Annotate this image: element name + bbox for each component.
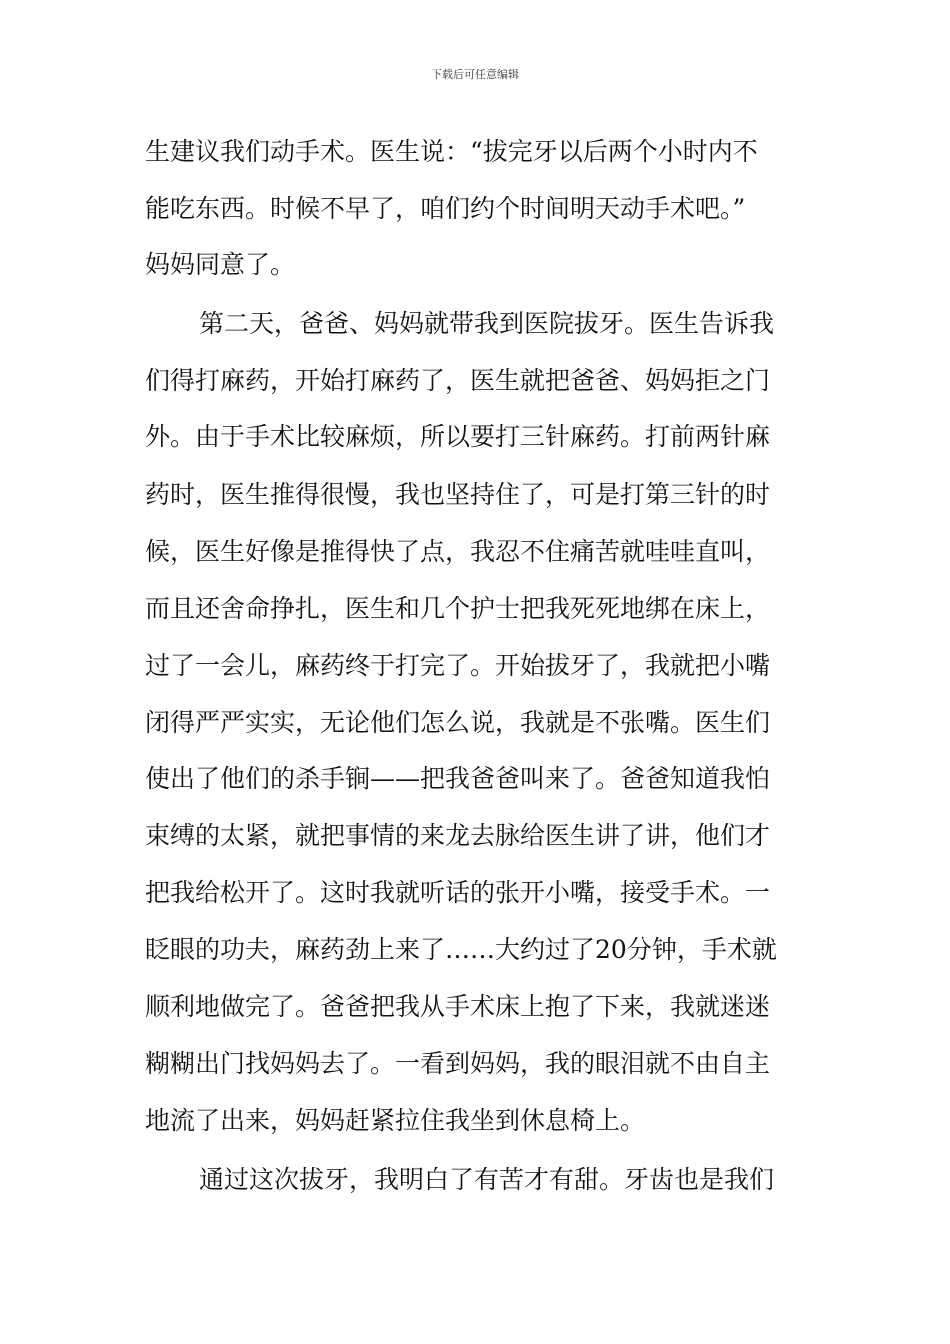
text-line: 生建议我们动手术。医生说：“拔完牙以后两个小时内不 — [145, 137, 758, 166]
text-line: 而且还舍命挣扎，医生和几个护士把我死死地绑在床上， — [145, 594, 771, 623]
text-line: 候，医生好像是推得快了点，我忍不住痛苦就哇哇直叫， — [145, 537, 771, 566]
page-header: 下载后可任意编辑 — [431, 68, 519, 81]
text-line: 顺利地做完了。爸爸把我从手术床上抱了下来，我就迷迷 — [145, 992, 771, 1021]
text-line: 妈妈同意了。 — [145, 250, 296, 279]
text-line: 过了一会儿，麻药终于打完了。开始拔牙了，我就把小嘴 — [145, 651, 771, 680]
text-line: 束缚的太紧，就把事情的来龙去脉给医生讲了讲，他们才 — [145, 821, 771, 850]
text-line: 地流了出来，妈妈赶紧拉住我坐到休息椅上。 — [145, 1106, 646, 1135]
text-line: 把我给松开了。这时我就听话的张开小嘴，接受手术。一 — [145, 878, 771, 907]
text-line: 们得打麻药，开始打麻药了，医生就把爸爸、妈妈拒之门 — [145, 366, 771, 395]
text-line: 眨眼的功夫，麻药劲上来了……大约过了20分钟，手术就 — [145, 935, 777, 964]
text-line: 能吃东西。时候不早了，咱们约个时间明天动手术吧。” — [145, 194, 746, 223]
text-line: 药时，医生推得很慢，我也坚持住了，可是打第三针的时 — [145, 480, 771, 509]
text-line: 闭得严严实实，无论他们怎么说，我就是不张嘴。医生们 — [145, 708, 771, 737]
text-line: 糊糊出门找妈妈去了。一看到妈妈，我的眼泪就不由自主 — [145, 1049, 771, 1078]
text-line: 通过这次拔牙，我明白了有苦才有甜。牙齿也是我们 — [199, 1165, 775, 1194]
text-line: 外。由于手术比较麻烦，所以要打三针麻药。打前两针麻 — [145, 422, 771, 451]
text-line: 第二天，爸爸、妈妈就带我到医院拔牙。医生告诉我 — [199, 309, 775, 338]
text-line: 使出了他们的杀手锏——把我爸爸叫来了。爸爸知道我怕 — [145, 764, 771, 793]
